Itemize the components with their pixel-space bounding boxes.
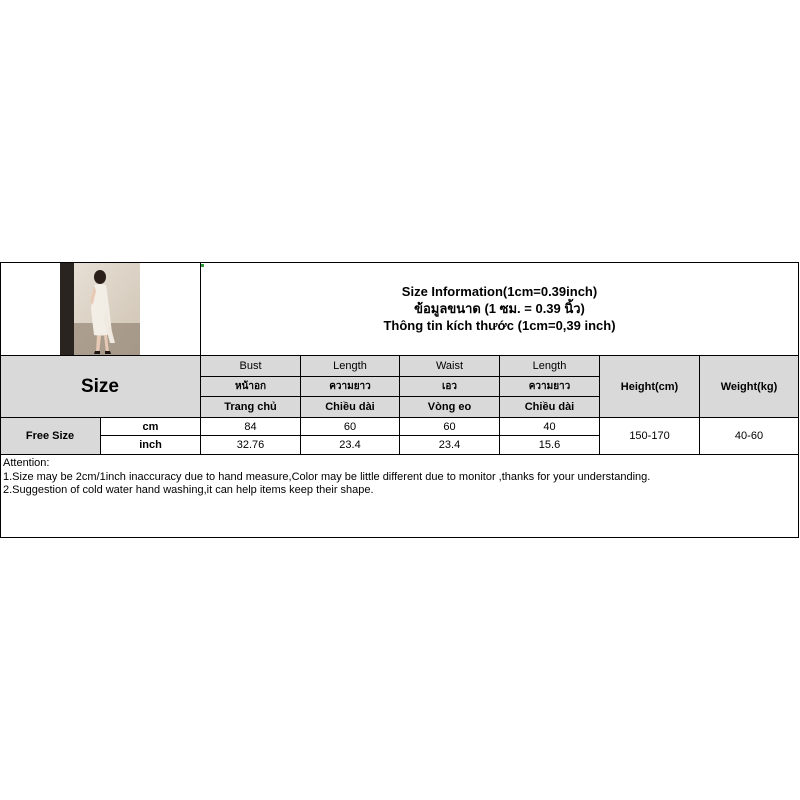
cm-length2: 40 [500,418,600,436]
cm-bust: 84 [201,418,301,436]
cm-length: 60 [301,418,400,436]
inch-length2: 15.6 [500,436,600,455]
col-header-bust-vi: Trang chủ [201,397,301,418]
col-header-length-vi: Chiều dài [301,397,400,418]
weight-value: 40-60 [700,418,799,455]
size-label: Size [80,375,120,397]
cell-corner-marker [201,264,204,267]
col-header-bust-en: Bust [201,356,301,377]
cm-waist: 60 [400,418,500,436]
col-header-waist-en: Waist [400,356,500,377]
col-header-waist-vi: Vòng eo [400,397,500,418]
height-value: 150-170 [600,418,700,455]
col-header-height: Height(cm) [600,356,700,418]
col-header-length2-en: Length [500,356,600,377]
product-photo [60,263,140,355]
info-vietnamese: Thông tin kích thước (1cm=0,39 inch) [383,318,616,333]
info-thai: ข้อมูลขนาด (1 ซม. = 0.39 นิ้ว) [414,301,585,316]
unit-inch: inch [101,436,201,455]
col-header-length2-vi: Chiều dài [500,397,600,418]
unit-cm: cm [101,418,201,436]
inch-bust: 32.76 [201,436,301,455]
col-header-bust-th: หน้าอก [201,377,301,397]
col-header-weight: Weight(kg) [700,356,799,418]
note-washing: 2.Suggestion of cold water hand washing,it can help items keep their shape. [3,484,374,496]
inch-length: 23.4 [301,436,400,455]
col-header-length2-th: ความยาว [500,377,600,397]
info-english: Size Information(1cm=0.39inch) [401,284,598,299]
size-information-header [201,262,799,356]
row-label-free-size: Free Size [0,418,101,455]
size-chart [0,262,800,538]
product-photo-cell [0,262,201,356]
col-header-waist-th: เอว [400,377,500,397]
inch-waist: 23.4 [400,436,500,455]
col-header-length-en: Length [301,356,400,377]
note-measurement: 1.Size may be 2cm/1inch inaccuracy due to hand measure,Color may be little different due to monitor ,thanks for your understanding. [3,470,651,483]
size-label-cell [0,356,201,418]
attention-notes [0,455,799,538]
col-header-length-th: ความยาว [301,377,400,397]
attention-title: Attention: [3,457,50,469]
